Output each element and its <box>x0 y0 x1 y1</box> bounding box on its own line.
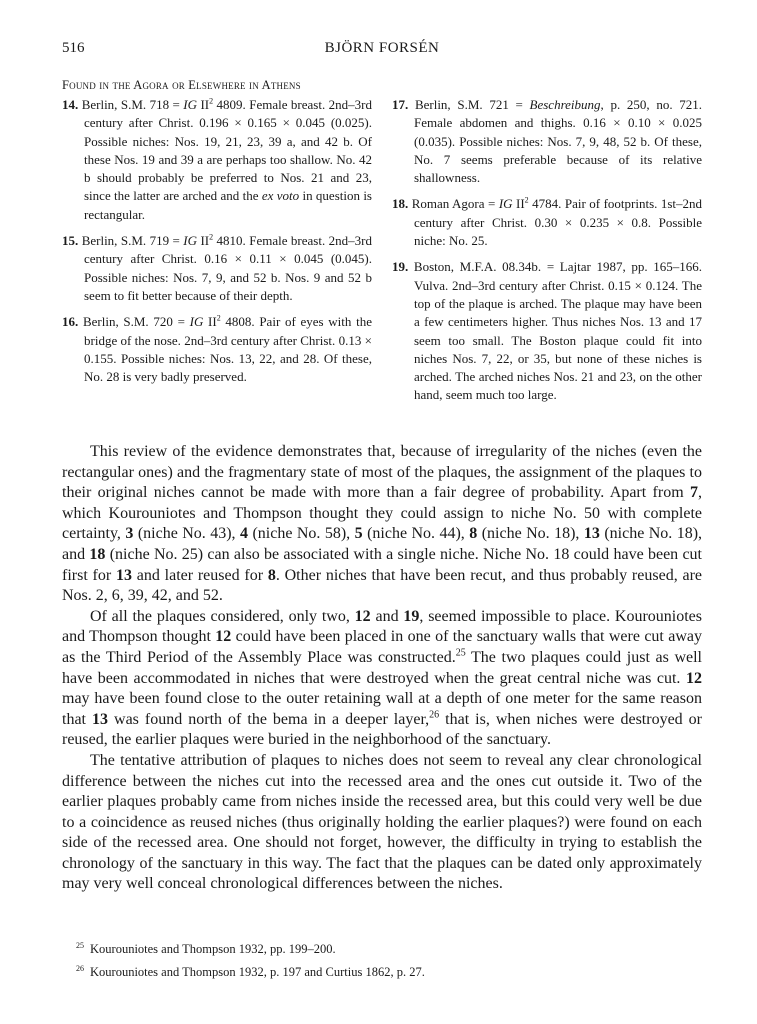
catalog-entry-16: 16. Berlin, S.M. 720 = IG $II^2$ 4808. Pair of eyes with the bridge of the nose. 2nd–3rd century after Christ. 0.13 × 0.155. Possible niches: Nos. 13, 22, and 28. Of these, No. 28 is very badly preserved. <box>62 313 372 385</box>
footnote-ref[interactable]: 26 <box>429 709 440 721</box>
running-head: BJÖRN FORSÉN <box>324 40 440 56</box>
page-number: 516 <box>62 40 85 56</box>
footnotes <box>62 936 702 982</box>
catalog-entry-18: 18. Roman Agora = IG $II^2$ 4784. Pair of footprints. 1st–2nd century after Christ. 0.30 × 0.235 × 0.8. Possible niche: No. 25. <box>392 196 703 249</box>
section-heading: Found in the Agora or Elsewhere in Athens <box>62 78 301 92</box>
page-header <box>62 40 702 60</box>
footnote-25: $^{25}$ Kourouniotes and Thompson 1932, pp. 199–200. <box>76 941 336 957</box>
catalog-entry-15: 15. Berlin, S.M. 719 = IG $II^2$ 4810. Female breast. 2nd–3rd century after Christ. 0.16 × 0.11 × 0.045 (0.045). Possible niches: Nos. 7, 9, and 52 b. Nos. 9 and 52 b seem to fit better because of their depth. <box>62 232 372 303</box>
catalog-entry-14: 14. Berlin, S.M. 718 = IG $II^2$ 4809. Female breast. 2nd–3rd century after Christ. 0.196 × 0.165 × 0.045 (0.025). Possible niches: Nos. 19, 21, 23, 39 a, and 42 b. Of these Nos. 19 and 39 a are perhaps too shallow. No. 42 b should probably be preferred to Nos. 21 and 23, since the latter are arched and the ex voto in question is rectangular. <box>62 96 372 222</box>
footnote-ref[interactable]: 25 <box>455 647 466 659</box>
body-paragraph: This review of the evidence demonstrates that, because of irregularity of the niches (even the rectangular ones) and the fragmentary state of most of the plaques, the assignment of the plaques to their original niches cannot be made with more than a fair degree of probability. Apart from 7, which Kourouniotes and Thompson thought they could assign to niche No. 50 with complete certainty, 3 (niche No. 43), 4 (niche No. 58), 5 (niche No. 44), 8 (niche No. 18), 13 (niche No. 18), and 18 (niche No. 25) can also be associated with a single niche. Niche No. 18 could have been cut first for 13 and later reused for 8. Other niches that have been recut, and thus probably reused, are Nos. 2, 6, 39, 42, and 52. <box>62 443 703 605</box>
main-body-text <box>62 442 702 895</box>
footnote-26: $^{26}$ Kourouniotes and Thompson 1932, p. 197 and Curtius 1862, p. 27. <box>76 964 425 980</box>
body-paragraph: Of all the plaques considered, only two, 12 and 19, seemed impossible to place. Kourouniotes and Thompson thought 12 could have been placed in one of the sanctuary walls that were cut away as the Third Period of the Assembly Place was constructed.$^{25}$ The two plaques could just as well have been accommodated in niches that were destroyed when the great central niche was cut. 12 may have been found close to the outer retaining wall at a depth of one meter for the same reason that 13 was found north of the bema in a deeper layer,$^{26}$ that is, when niches were destroyed or reused, the earlier plaques were buried in the neighborhood of the sanctuary. <box>62 607 703 749</box>
catalog-column-right <box>392 96 702 413</box>
catalog-entry-17: 17. Berlin, S.M. 721 = Beschreibung, p. 250, no. 721. Female abdomen and thighs. 0.16 × 0.10 × 0.025 (0.035). Possible niches: Nos. 7, 9, 48, 52 b. Of these, No. 7 seems preferable because of its relative shallowness. <box>392 97 703 186</box>
catalog-column-left <box>62 96 372 394</box>
body-paragraph: The tentative attribution of plaques to niches does not seem to reveal any clear chronological difference between the niches cut into the recessed area and the ones cut outside it. Two of the earlier plaques probably came from niches inside the recessed area, but this could very well be due to a coincidence as reused niches (thus originally holding the earlier plaques?) were found on each side of the recessed area. One should not forget, however, the difficulty in trying to establish the chronology of the sanctuary in this way. The fact that the plaques can be dated only approximately may very well conceal chronological differences between the niches. <box>62 751 702 893</box>
catalog-entry-19: 19. Boston, M.F.A. 08.34b. = Lajtar 1987, pp. 165–166. Vulva. 2nd–3rd century after Christ. 0.15 × 0.124. The top of the plaque is arched. The plaque may have been a few centimeters higher. Thus niches Nos. 13 and 17 seem too small. The Boston plaque could fit into niches Nos. 7, 22, or 35, but none of these niches is arched. The arched niches Nos. 21 and 23, on the other hand, seem much too large. <box>392 259 703 403</box>
